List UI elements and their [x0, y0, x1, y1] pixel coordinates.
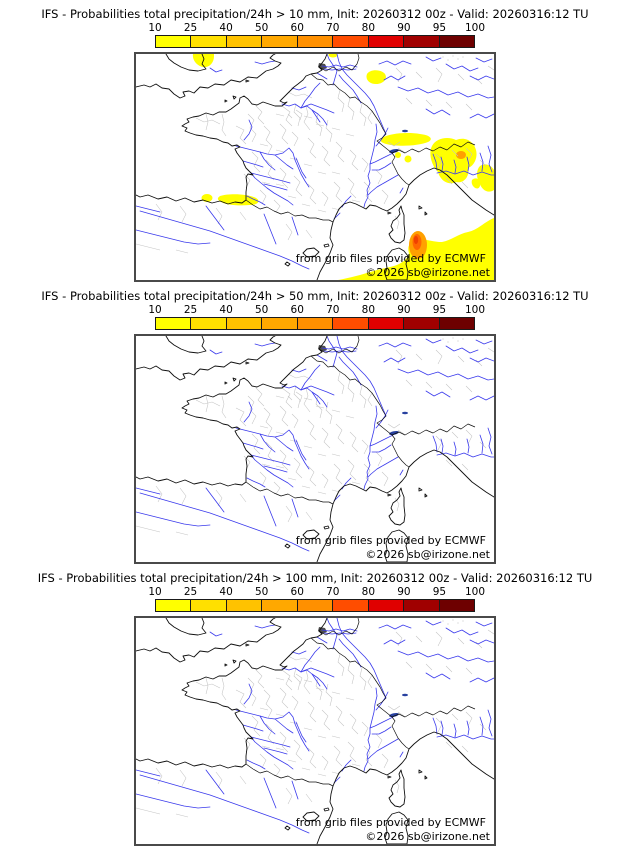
france-map-svg	[136, 618, 494, 844]
colorbar-tick-labels	[148, 304, 486, 316]
colorbar-tick-label: 70	[326, 22, 340, 34]
precipitation-probability-page	[0, 7, 630, 846]
colorbar-segment	[156, 36, 191, 47]
colorbar-tick-label: 90	[397, 586, 411, 598]
panel-10mm	[0, 7, 630, 282]
map-panel-100mm	[134, 616, 496, 846]
colorbar-tick-label: 95	[432, 304, 447, 316]
colorbar-tick-label: 70	[326, 304, 340, 316]
colorbar-tick-label: 90	[397, 22, 411, 34]
map-panel-50mm	[134, 334, 496, 564]
colorbar-tick-label: 10	[148, 304, 162, 316]
base-map	[136, 336, 494, 562]
colorbar-tick-label: 95	[432, 586, 447, 598]
colorbar-tick-label: 80	[361, 304, 376, 316]
colorbar-tick-labels	[148, 22, 486, 34]
colorbar-segment	[156, 600, 191, 611]
colorbar-tick-label: 40	[219, 22, 233, 34]
colorbar-segment	[227, 318, 262, 329]
colorbar-segment	[404, 600, 439, 611]
credit-copyright: ©2026 sb@irizone.net	[365, 830, 490, 843]
colorbar-tick-label: 40	[219, 586, 233, 598]
credit-provider: from grib files provided by ECMWF	[295, 252, 486, 265]
panel-title: IFS - Probabilities total precipitation/24h > 50 mm, Init: 20260312 00z - Valid: 20260316:12 TU	[41, 289, 589, 303]
panel-title: IFS - Probabilities total precipitation/24h > 10 mm, Init: 20260312 00z - Valid: 20260316:12 TU	[41, 7, 589, 21]
colorbar-tick-label: 10	[148, 22, 162, 34]
colorbar-segment	[333, 36, 368, 47]
colorbar-segment	[298, 600, 333, 611]
colorbar-tick-label: 90	[397, 304, 411, 316]
colorbar-segment	[262, 600, 297, 611]
colorbar-segment	[440, 36, 474, 47]
colorbar-segment	[333, 600, 368, 611]
panel-100mm	[0, 571, 630, 846]
france-map-svg	[136, 336, 494, 562]
credit-copyright: ©2026 sb@irizone.net	[365, 266, 490, 279]
colorbar-segment	[404, 318, 439, 329]
precip-probability-overlay	[193, 54, 494, 280]
colorbar-tick-label: 70	[326, 586, 340, 598]
colorbar-segment	[227, 600, 262, 611]
colorbar-segment	[298, 36, 333, 47]
colorbar-segment	[369, 36, 404, 47]
colorbar-segment	[262, 318, 297, 329]
colorbar-gradient	[155, 35, 475, 48]
colorbar-gradient	[155, 317, 475, 330]
colorbar-tick-label: 100	[464, 304, 486, 316]
probability-colorbar	[148, 22, 486, 48]
colorbar-segment	[369, 600, 404, 611]
colorbar-tick-label: 60	[290, 22, 304, 34]
france-map-svg	[136, 54, 494, 280]
colorbar-gradient	[155, 599, 475, 612]
colorbar-segment	[156, 318, 191, 329]
credit-provider: from grib files provided by ECMWF	[295, 534, 486, 547]
colorbar-tick-label: 100	[464, 586, 486, 598]
colorbar-tick-label: 25	[183, 304, 198, 316]
colorbar-tick-label: 60	[290, 304, 304, 316]
colorbar-tick-label: 10	[148, 586, 162, 598]
colorbar-segment	[191, 600, 226, 611]
panel-50mm	[0, 289, 630, 564]
colorbar-tick-labels	[148, 586, 486, 598]
probability-colorbar	[148, 586, 486, 612]
colorbar-tick-label: 25	[183, 586, 198, 598]
colorbar-segment	[227, 36, 262, 47]
panel-title: IFS - Probabilities total precipitation/24h > 100 mm, Init: 20260312 00z - Valid: 20260316:12 TU	[37, 571, 593, 585]
map-panel-10mm	[134, 52, 496, 282]
credit-copyright: ©2026 sb@irizone.net	[365, 548, 490, 561]
colorbar-tick-label: 60	[290, 586, 304, 598]
colorbar-tick-label: 95	[432, 22, 447, 34]
colorbar-segment	[404, 36, 439, 47]
colorbar-tick-label: 25	[183, 22, 198, 34]
colorbar-tick-label: 50	[254, 304, 269, 316]
base-map	[136, 618, 494, 844]
colorbar-tick-label: 80	[361, 586, 376, 598]
probability-colorbar	[148, 304, 486, 330]
colorbar-tick-label: 50	[254, 22, 269, 34]
colorbar-segment	[333, 318, 368, 329]
colorbar-tick-label: 80	[361, 22, 376, 34]
colorbar-segment	[191, 36, 226, 47]
colorbar-tick-label: 40	[219, 304, 233, 316]
colorbar-tick-label: 50	[254, 586, 269, 598]
colorbar-segment	[262, 36, 297, 47]
colorbar-segment	[369, 318, 404, 329]
colorbar-segment	[298, 318, 333, 329]
colorbar-segment	[440, 318, 474, 329]
colorbar-tick-label: 100	[464, 22, 486, 34]
credit-provider: from grib files provided by ECMWF	[295, 816, 486, 829]
colorbar-segment	[191, 318, 226, 329]
colorbar-segment	[440, 600, 474, 611]
